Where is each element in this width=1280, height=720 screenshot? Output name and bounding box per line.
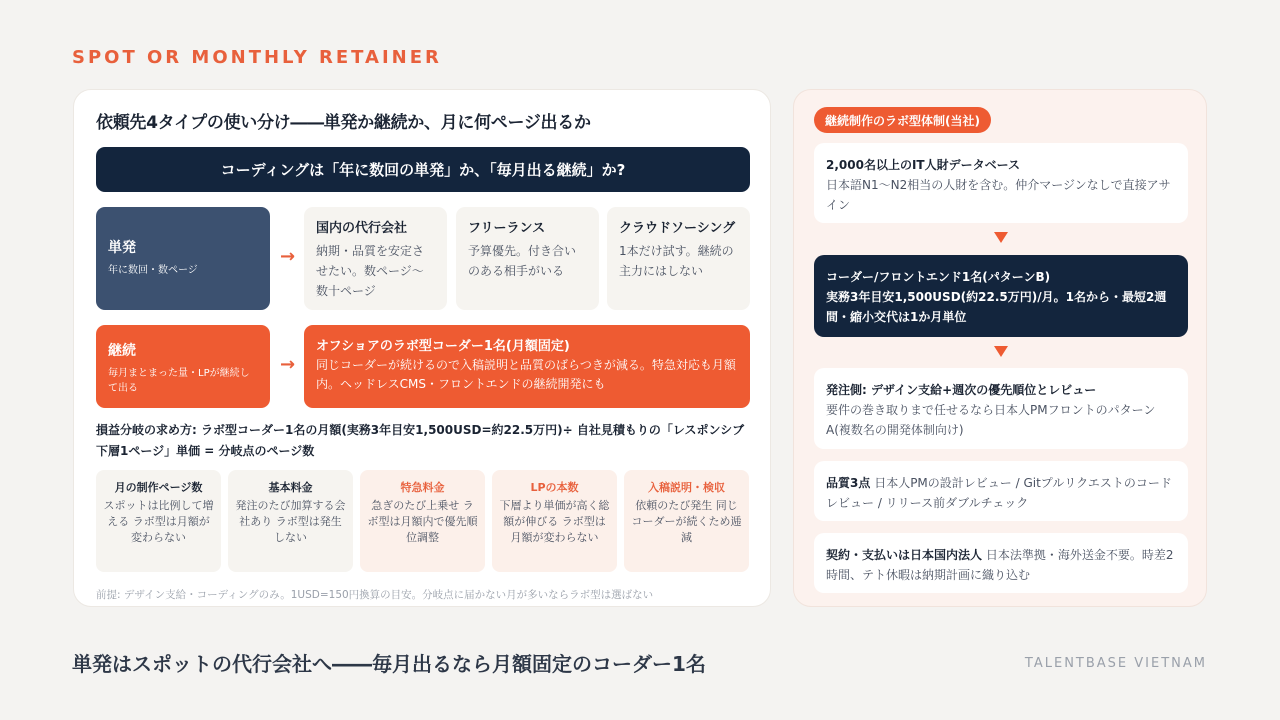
option-domestic-agency: [304, 207, 447, 310]
factor-pages: [96, 470, 221, 572]
section-pill: 継続制作のラボ型体制(当社): [814, 107, 991, 133]
card-title: 依頼先4タイプの使い分け――単発か継続か、月に何ページ出るか: [96, 113, 591, 133]
factor-title: 入稿説明・検収: [648, 481, 725, 494]
step-quality: [814, 461, 1188, 521]
brand-logo: TALENTBASE VIETNAM: [1024, 656, 1207, 671]
option-offshore-lab: [304, 325, 750, 408]
option-desc: 予算優先。付き合いのある相手がいる: [468, 244, 577, 278]
offshore-title: オフショアのラボ型コーダー1名(月額固定): [316, 339, 570, 354]
down-arrow-icon: [994, 346, 1008, 357]
step-desc: 要件の巻き取りまで任せるなら日本人PMフロントのパターンA(複数名の開発体制向け): [826, 403, 1156, 437]
option-crowdsourcing: [607, 207, 750, 310]
factor-desc: 下層より単価が高く総額が伸びる ラボ型は月額が変わらない: [499, 499, 610, 544]
lab-structure-card: [793, 89, 1207, 607]
type-continuous-label: 継続: [108, 343, 136, 359]
factor-briefing: [624, 470, 749, 572]
breakeven-formula: 損益分岐の求め方: ラボ型コーダー1名の月額(実務3年目安1,500USD=約22.5万円)÷ 自社見積もりの「レスポンシブ下層1ページ」単価 = 分岐点のページ数: [96, 423, 745, 458]
footnote: 前提: デザイン支給・コーディングのみ。1USD=150円換算の目安。分岐点に届かない月が多いならラボ型は選ばない: [96, 589, 654, 601]
option-freelance: [456, 207, 599, 310]
factor-desc: スポットは比例して増える ラボ型は月額が変わらない: [103, 499, 214, 544]
step-title: 2,000名以上のIT人財データベース: [826, 158, 1021, 172]
decision-card: [73, 89, 771, 607]
factor-title: 月の制作ページ数: [114, 481, 203, 494]
slide-conclusion: 単発はスポットの代行会社へ――毎月出るなら月額固定のコーダー1名: [72, 652, 706, 676]
factor-lp-count: [492, 470, 617, 572]
factor-desc: 急ぎのたび上乗せ ラボ型は月額内で優先順位調整: [367, 499, 478, 544]
option-desc: 納期・品質を安定させたい。数ページ〜数十ページ: [316, 244, 425, 298]
type-spot: [96, 207, 270, 310]
type-continuous-sub: 毎月まとまった量・LPが継続して出る: [108, 368, 250, 394]
contract-desc: 日本法準拠・海外送金不要。時差2時間、テト休暇は納期計画に織り込む: [826, 548, 1174, 582]
factor-desc: 発注のたび加算する会社あり ラボ型は発生しない: [235, 499, 346, 544]
down-arrow-icon: [994, 232, 1008, 243]
step-client-side: [814, 368, 1188, 449]
step-title: 発注側: デザイン支給+週次の優先順位とレビュー: [826, 383, 1097, 397]
type-spot-sub: 年に数回・数ページ: [108, 265, 198, 276]
question-banner: コーディングは「年に数回の単発」か、「毎月出る継続」か?: [96, 147, 750, 192]
option-title: 国内の代行会社: [316, 221, 408, 236]
quality-desc: 日本人PMの設計レビュー / Gitプルリクエストのコードレビュー / リリース前ダブルチェック: [826, 476, 1172, 510]
factor-title: 基本料金: [268, 481, 313, 494]
factor-desc: 依頼のたび発生 同じコーダーが続くため逓減: [631, 499, 742, 544]
step-talent-db: [814, 143, 1188, 223]
factor-rush-fee: [360, 470, 485, 572]
option-title: クラウドソーシング: [619, 221, 736, 236]
step-coder-pattern-b: [814, 255, 1188, 337]
arrow-right-icon: →: [280, 354, 296, 375]
factor-base-fee: [228, 470, 353, 572]
quality-title: 品質3点: [826, 476, 871, 490]
step-contract: [814, 533, 1188, 593]
factor-title: LPの本数: [530, 481, 579, 494]
kicker: SPOT OR MONTHLY RETAINER: [72, 47, 442, 68]
factor-title: 特急料金: [400, 481, 445, 494]
type-continuous: [96, 325, 270, 408]
offshore-desc: 同じコーダーが続けるので入稿説明と品質のばらつきが減る。特急対応も月額内。ヘッドレスCMS・フロントエンドの継続開発にも: [316, 358, 736, 391]
option-title: フリーランス: [468, 221, 546, 236]
step-desc: 実務3年目安1,500USD(約22.5万円)/月。1名から・最短2週間・縮小交代は1か月単位: [826, 290, 1167, 324]
type-spot-label: 単発: [108, 240, 136, 256]
arrow-right-icon: →: [280, 246, 296, 267]
step-desc: 日本語N1〜N2相当の人財を含む。仲介マージンなしで直接アサイン: [826, 178, 1171, 212]
step-title: コーダー/フロントエンド1名(パターンB): [826, 270, 1051, 284]
option-desc: 1本だけ試す。継続の主力にはしない: [619, 244, 734, 278]
contract-title: 契約・支払いは日本国内法人: [826, 548, 983, 562]
